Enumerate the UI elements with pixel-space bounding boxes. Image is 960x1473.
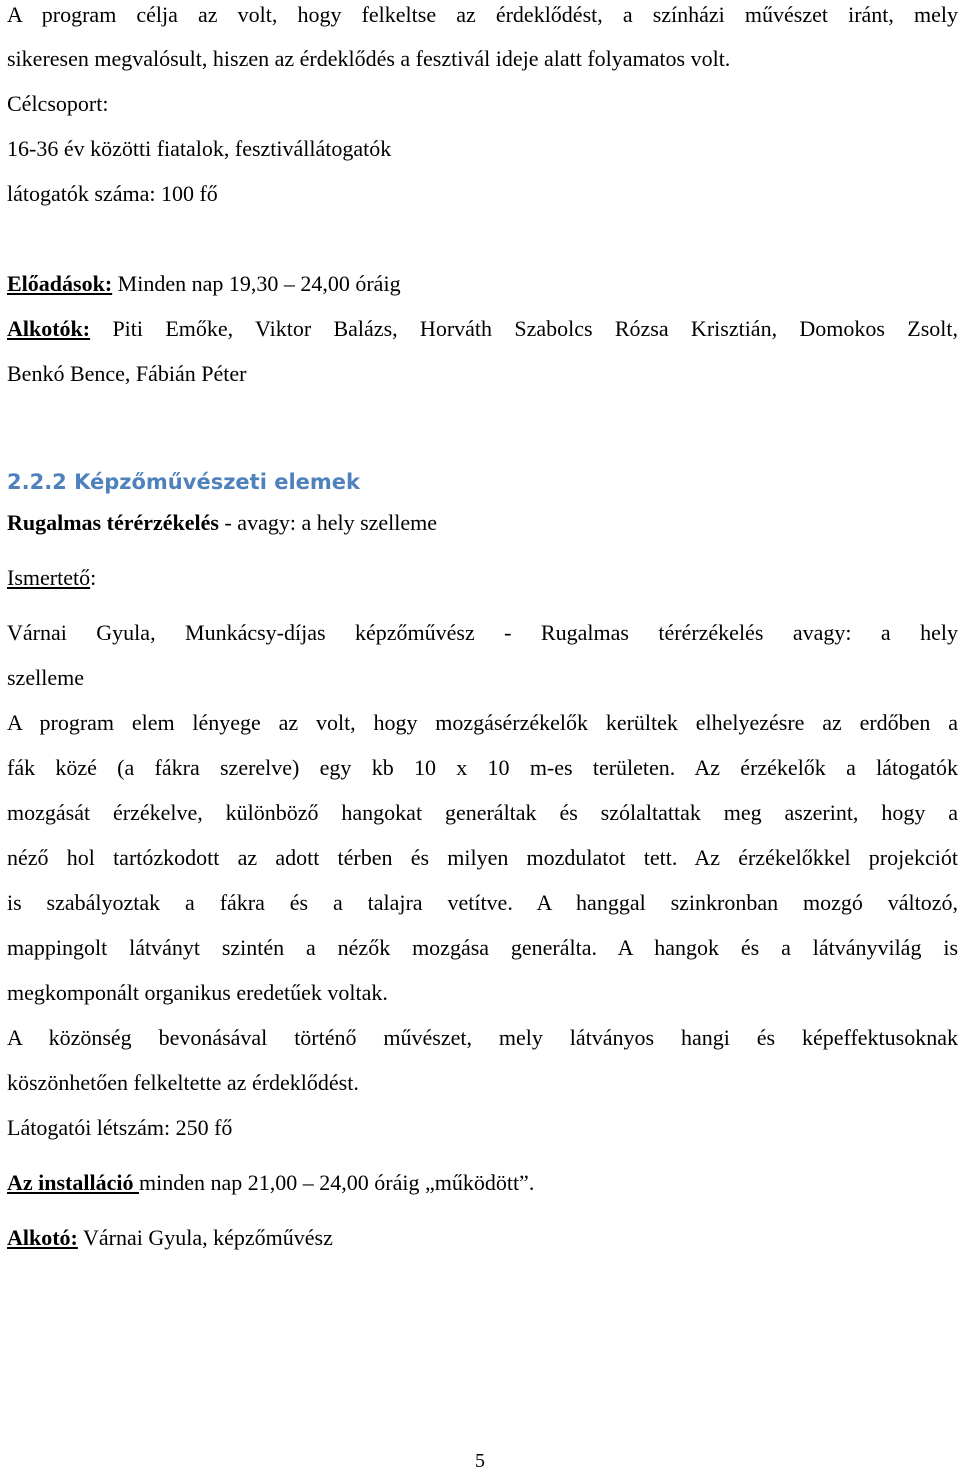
installation-value: minden nap 21,00 – 24,00 óráig „működött”. — [139, 1170, 535, 1195]
section-heading: 2.2.2 Képzőművészeti elemek — [7, 470, 360, 494]
body-line: Várnai Gyula, Munkácsy-díjas képzőművész - Rugalmas térérzékelés avagy: a hely — [7, 620, 958, 645]
subtitle-bold: Rugalmas térérzékelés — [7, 510, 219, 535]
creators-value: Piti Emőke, Viktor Balázs, Horváth Szabolcs Rózsa Krisztián, Domokos Zsolt, — [90, 316, 958, 341]
performances-label: Előadások: — [7, 271, 113, 296]
installation-label: Az installáció — [7, 1170, 139, 1195]
subtitle-rest: - avagy: a hely szelleme — [218, 510, 438, 535]
artist-label: Alkotó: — [7, 1225, 78, 1250]
artist-value: Várnai Gyula, képzőművész — [77, 1225, 333, 1250]
body-line: mappingolt látványt szintén a nézők mozgása generálta. A hangok és a látványvilág is — [7, 935, 958, 960]
creators-line-1 — [7, 316, 958, 342]
body-line: néző hol tartózkodott az adott térben és milyen mozdulatot tett. Az érzékelőkkel projekciót — [7, 845, 958, 870]
section-subtitle — [7, 510, 437, 536]
visitor-count: látogatók száma: 100 fő — [7, 181, 218, 206]
installation-line — [7, 1170, 534, 1196]
description-label: Ismertető — [7, 565, 91, 590]
body-line: A közönség bevonásával történő művészet, mely látványos hangi és képeffektusoknak — [7, 1025, 958, 1050]
intro-line-2: sikeresen megvalósult, hiszen az érdeklődés a fesztivál ideje alatt folyamatos volt. — [7, 46, 731, 71]
body-line: megkomponált organikus eredetűek voltak. — [7, 980, 388, 1005]
body-line: A program elem lényege az volt, hogy mozgásérzékelők kerültek elhelyezésre az erdőben a — [7, 710, 958, 735]
visitor-total: Látogatói létszám: 250 fő — [7, 1115, 233, 1140]
artist-line — [7, 1225, 333, 1251]
target-group-label: Célcsoport: — [7, 91, 109, 116]
creators-label: Alkotók: — [7, 316, 91, 341]
creators-line-2: Benkó Bence, Fábián Péter — [7, 361, 247, 386]
body-line: szelleme — [7, 665, 84, 690]
page-number: 5 — [475, 1450, 485, 1472]
body-line: fák közé (a fákra szerelve) egy kb 10 x 10 m-es területen. Az érzékelők a látogatók — [7, 755, 958, 780]
target-group-value: 16-36 év közötti fiatalok, fesztivállátogatók — [7, 136, 392, 161]
body-line: is szabályoztak a fákra és a talajra vetítve. A hanggal szinkronban mozgó változó, — [7, 890, 958, 915]
performances-line — [7, 271, 401, 297]
body-line: köszönhetően felkeltette az érdeklődést. — [7, 1070, 359, 1095]
performances-value: Minden nap 19,30 – 24,00 óráig — [112, 271, 401, 296]
intro-line-1: A program célja az volt, hogy felkeltse az érdeklődést, a színházi művészet iránt, mely — [7, 2, 958, 27]
description-colon: : — [90, 565, 97, 590]
description-label-line — [7, 565, 96, 591]
body-line: mozgását érzékelve, különböző hangokat generáltak és szólaltattak meg aszerint, hogy a — [7, 800, 958, 825]
